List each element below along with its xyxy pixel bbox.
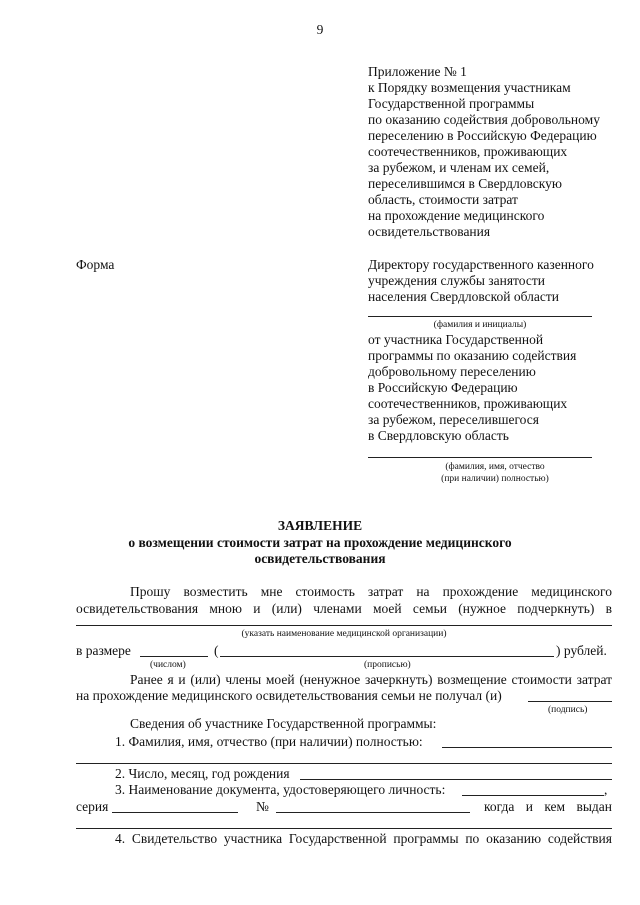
paragraph-1-line-1: Прошу возместить мне стоимость затрат на прохождение медицинского [130,584,612,599]
appendix-line: на прохождение медицинского [368,208,545,223]
caption-signature: (подпись) [548,705,588,715]
addressee-block [368,257,594,305]
appendix-line: Приложение № 1 [368,64,467,79]
item-2-label: 2. Число, месяц, год рождения [115,766,290,781]
director-name-line[interactable] [368,316,592,317]
from-line: от участника Государственной [368,332,544,347]
appendix-line: переселившимся в Свердловскую [368,176,562,191]
from-line: за рубежом, переселившегося [368,412,539,427]
number-label: № [256,799,269,814]
item-3-label: 3. Наименование документа, удостоверяющего личность: [115,782,446,797]
from-block [368,332,576,444]
amount-words-line[interactable] [220,656,554,657]
item-1-label: 1. Фамилия, имя, отчество (при наличии) полностью: [115,734,423,749]
caption-digits: (числом) [150,660,186,670]
appendix-line: к Порядку возмещения участникам [368,80,571,95]
caption-words: (прописью) [364,660,411,670]
page-number: 9 [316,22,324,37]
from-line: соотечественников, проживающих [368,396,568,411]
issued-label: когда и кем выдан [484,799,612,814]
appendix-block [368,64,600,240]
info-intro: Сведения об участнике Государственной программы: [130,716,437,731]
from-line: в Российскую Федерацию [368,380,518,395]
document-title: ЗАЯВЛЕНИЕ [277,518,363,533]
form-label: Форма [76,257,115,272]
appendix-line: переселению в Российскую Федерацию [368,128,597,143]
identity-document-field[interactable] [462,795,604,796]
appendix-line: соотечественников, проживающих [368,144,568,159]
amount-open-paren: ( [214,643,219,658]
caption-applicant-name-2: (при наличии) полностью) [441,474,549,484]
medical-organization-line[interactable] [76,625,612,626]
appendix-line: по оказанию содействия добровольному [368,112,600,127]
appendix-line: Государственной программы [368,96,535,111]
issued-by-field[interactable] [76,828,612,829]
birth-date-field[interactable] [300,779,612,780]
paragraph-2-line-1: Ранее я и (или) члены моей (ненужное зачеркнуть) возмещение стоимости затрат [130,672,612,687]
amount-prefix: в размере [76,643,131,658]
amount-digits-line[interactable] [140,656,208,657]
from-line: в Свердловскую область [368,428,509,443]
addressee-line: учреждения службы занятости [368,273,545,288]
appendix-line: освидетельствования [368,224,491,239]
from-line: программы по оказанию содействия [368,348,577,363]
paragraph-1-line-2: освидетельствования мною и (или) членами моей семьи (нужное подчеркнуть) в [76,601,612,616]
full-name-field-continued[interactable] [76,763,612,764]
full-name-field[interactable] [442,747,612,748]
number-field[interactable] [276,812,470,813]
item-4-label: 4. Свидетельство участника Государственной программы по оказанию содействия [115,831,612,846]
applicant-name-line[interactable] [368,457,592,458]
document-subtitle-2: освидетельствования [254,551,386,566]
from-line: добровольному переселению [368,364,536,379]
signature-line[interactable] [528,701,612,702]
addressee-line: населения Свердловской области [368,289,559,304]
caption-applicant-name-1: (фамилия, имя, отчество [445,462,545,472]
caption-director-name: (фамилия и инициалы) [433,320,527,330]
addressee-line: Директору государственного казенного [368,257,594,272]
series-label: серия [76,799,109,814]
document-subtitle-1: о возмещении стоимости затрат на прохождение медицинского [128,535,512,550]
amount-suffix: ) рублей. [556,643,607,658]
caption-medical-organization: (указать наименование медицинской организации) [241,629,447,639]
paragraph-2-line-2: на прохождение медицинского освидетельствования семьи не получал (и) [76,688,502,703]
appendix-line: за рубежом, и членам их семей, [368,160,550,175]
appendix-line: область, стоимости затрат [368,192,518,207]
item-3-comma: , [604,782,608,797]
series-field[interactable] [112,812,238,813]
